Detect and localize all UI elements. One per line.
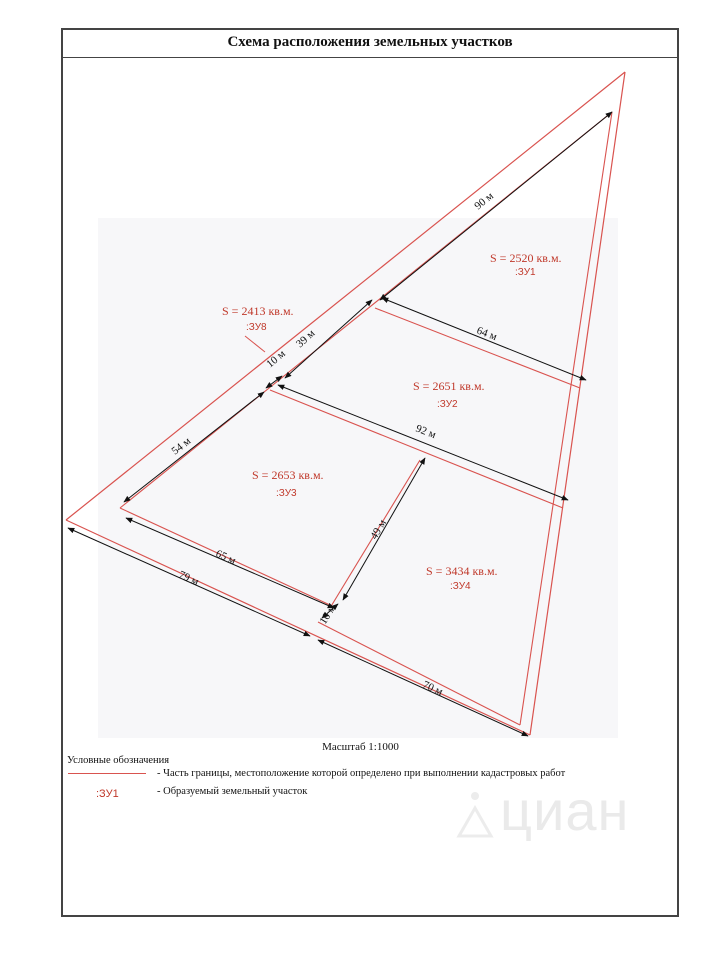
divider-zu1-zu2 bbox=[375, 308, 580, 388]
parcel-area-zu3: S = 2653 кв.м. bbox=[252, 468, 324, 482]
dim-label-79: 79 м bbox=[176, 568, 201, 589]
inner-boundaries bbox=[120, 112, 612, 725]
zu8-leader bbox=[245, 336, 265, 352]
parcel-area-zu1: S = 2520 кв.м. bbox=[490, 251, 562, 265]
legend-line-text: - Часть границы, местоположение которой определено при выполнении кадастровых работ bbox=[157, 768, 566, 779]
parcel-area-zu8: S = 2413 кв.м. bbox=[222, 304, 294, 318]
dim-92 bbox=[278, 385, 568, 500]
dim-10-left bbox=[266, 376, 282, 388]
parcel-code-zu2: :ЗУ2 bbox=[437, 399, 458, 410]
legend-boundary-line-icon bbox=[68, 773, 146, 774]
dim-label-10-left: 10 м bbox=[264, 347, 288, 371]
watermark-text: циан bbox=[500, 779, 630, 842]
parcel-code-zu4: :ЗУ4 bbox=[450, 581, 471, 592]
dimension-lines bbox=[68, 112, 612, 736]
dim-label-92: 92 м bbox=[413, 422, 438, 442]
boundary-bottom bbox=[66, 517, 530, 735]
watermark-logo-icon bbox=[455, 788, 495, 838]
boundary-right bbox=[530, 72, 625, 735]
scheme-title: Схема расположения земельных участков bbox=[227, 34, 513, 50]
legend-title: Условные обозначения bbox=[67, 755, 170, 766]
dim-label-65: 65 м bbox=[213, 547, 238, 568]
dim-label-64: 64 м bbox=[474, 324, 499, 344]
parcel-code-zu8: :ЗУ8 bbox=[246, 322, 267, 333]
legend-code-text: - Образуемый земельный участок bbox=[157, 786, 308, 797]
dim-54 bbox=[124, 392, 264, 502]
dim-label-90: 90 м bbox=[472, 189, 496, 213]
scale-label: Масштаб 1:1000 bbox=[322, 741, 399, 753]
parcel-code-zu1: :ЗУ1 bbox=[515, 267, 536, 278]
legend-code: :ЗУ1 bbox=[96, 788, 119, 800]
dim-label-10-bottom: 10 м bbox=[317, 602, 339, 627]
dim-label-49: 49 м bbox=[368, 517, 389, 542]
divider-zu2-zu34 bbox=[270, 390, 563, 508]
parcel-area-zu2: S = 2651 кв.м. bbox=[413, 379, 485, 393]
dim-label-70: 70 м bbox=[420, 678, 445, 699]
zu4-bottom bbox=[318, 622, 520, 725]
parcel-code-zu3: :ЗУ3 bbox=[276, 488, 297, 499]
inner-right bbox=[520, 112, 612, 725]
dim-90 bbox=[380, 112, 612, 300]
dim-label-39: 39 м bbox=[293, 327, 318, 351]
parcel-area-zu4: S = 3434 кв.м. bbox=[426, 564, 498, 578]
dim-label-54: 54 м bbox=[169, 435, 194, 458]
boundary-hypotenuse bbox=[66, 72, 625, 520]
